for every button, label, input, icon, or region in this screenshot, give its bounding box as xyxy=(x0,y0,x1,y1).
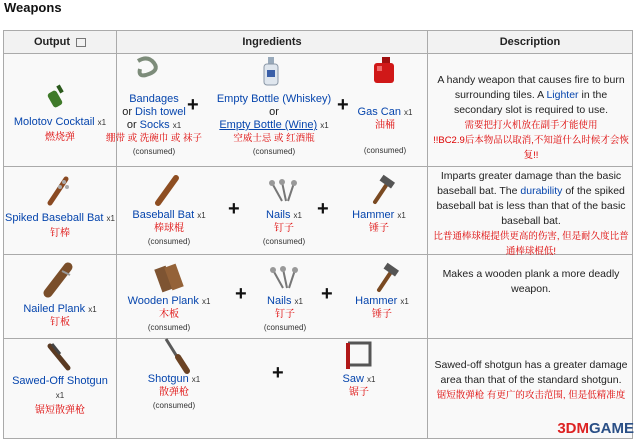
cn-label: 空威士忌 或 红酒瓶 xyxy=(233,133,315,144)
qty-label: x1 xyxy=(404,108,413,117)
description-text: in the secondary slot is required to use. xyxy=(453,89,609,116)
spiked-bat-link[interactable]: Spiked Baseball Bat xyxy=(5,212,104,224)
qty-label: x1 xyxy=(88,305,97,314)
qty-label: x1 xyxy=(106,214,115,223)
shotgun-link[interactable]: Shotgun xyxy=(147,373,189,385)
qty-label: x1 xyxy=(55,391,65,400)
watermark xyxy=(557,420,634,437)
socks-link[interactable]: Socks xyxy=(139,119,170,131)
nails-icon[interactable] xyxy=(269,266,301,292)
cn-label: 油桶 xyxy=(375,120,395,131)
baseball-bat-link[interactable]: Baseball Bat xyxy=(132,209,195,221)
description-text: Imparts greater damage than the basic baseball bat. The xyxy=(437,170,622,197)
sort-icon[interactable] xyxy=(76,38,86,47)
cn-label: 棒球棍 xyxy=(154,223,184,234)
nailed-plank-link[interactable]: Nailed Plank xyxy=(23,303,86,315)
description-molotov xyxy=(432,73,630,163)
description-sawed-off xyxy=(432,358,630,403)
saw-icon[interactable] xyxy=(344,339,374,373)
column-divider xyxy=(427,31,428,438)
bandages-link[interactable]: Bandages xyxy=(129,93,179,105)
consumed-label: (consumed) xyxy=(263,323,307,332)
hammer-icon[interactable] xyxy=(370,176,396,204)
qty-label: x1 xyxy=(397,211,406,220)
or-label: or xyxy=(122,106,132,118)
consumed-label: (consumed) xyxy=(252,147,296,156)
molotov-link[interactable]: Molotov Cocktail xyxy=(13,116,95,128)
hammer-icon[interactable] xyxy=(374,264,400,292)
wooden-plank-link[interactable]: Wooden Plank xyxy=(127,295,199,307)
cn-label: 钉棒 xyxy=(50,228,70,239)
nailed-plank-icon[interactable] xyxy=(42,263,74,297)
cn-label: 燃烧弹 xyxy=(45,132,75,143)
cn-description: !!BC2.9后本物品以取消,不知道什么时候才会恢复!! xyxy=(433,135,629,161)
cn-label: 锤子 xyxy=(369,223,389,234)
qty-label: x1 xyxy=(294,297,303,306)
nails-link[interactable]: Nails xyxy=(267,295,292,307)
header-description-label: Description xyxy=(499,36,561,48)
header-output-label: Output xyxy=(33,36,71,48)
description-nailed-plank xyxy=(440,267,622,297)
hammer-link[interactable]: Hammer xyxy=(352,209,395,221)
qty-label: x1 xyxy=(367,375,376,384)
qty-label: x1 xyxy=(400,297,409,306)
qty-label: x1 xyxy=(172,121,182,130)
header-description xyxy=(428,31,632,54)
cn-label: 木板 xyxy=(159,309,179,320)
shotgun-icon[interactable] xyxy=(162,337,192,373)
qty-label: x1 xyxy=(97,118,107,127)
plus-sign: + xyxy=(228,198,240,220)
plus-sign: + xyxy=(235,283,247,305)
description-spiked-bat xyxy=(432,169,630,259)
cn-description: 需要把打火机放在副手才能使用 xyxy=(464,120,598,131)
consumed-label: (consumed) xyxy=(262,237,306,246)
consumed-label: (consumed) xyxy=(152,401,196,410)
description-text: of the spiked baseball bat is less than that of the basic baseball bat. xyxy=(436,185,626,227)
qty-label: x1 xyxy=(197,211,206,220)
description-text: A handy weapon that causes fire to burn surrounding tiles. A xyxy=(437,74,625,101)
watermark-suffix: GAME xyxy=(589,420,634,437)
durability-link[interactable]: durability xyxy=(520,185,563,197)
baseball-bat-icon[interactable] xyxy=(154,175,180,205)
sawed-off-shotgun-icon[interactable] xyxy=(46,342,74,372)
qty-label: x1 xyxy=(293,211,302,220)
page-title: Weapons xyxy=(4,0,62,15)
cn-label: 钉子 xyxy=(274,223,294,234)
sawed-off-shotgun-link[interactable]: Sawed-Off Shotgun xyxy=(12,375,108,387)
description-text: Sawed-off shotgun has a greater damage area than that of the standard shotgun. xyxy=(434,359,628,386)
header-ingredients xyxy=(117,31,427,54)
whiskey-link[interactable]: Empty Bottle (Whiskey) xyxy=(216,93,332,105)
hammer-link[interactable]: Hammer xyxy=(355,295,398,307)
cn-description: 锯短散弹枪 有更广的攻击范围, 但是低精准度 xyxy=(436,390,626,401)
nails-link[interactable]: Nails xyxy=(266,209,291,221)
consumed-label: (consumed) xyxy=(147,323,191,332)
weapons-table xyxy=(3,30,633,439)
whiskey-bottle-icon[interactable] xyxy=(261,57,281,87)
cn-label: 锯子 xyxy=(349,387,369,398)
saw-link[interactable]: Saw xyxy=(342,373,364,385)
row-divider xyxy=(4,166,632,167)
or-label: or xyxy=(269,106,279,118)
cn-label: 散弹枪 xyxy=(159,387,189,398)
gas-can-link[interactable]: Gas Can xyxy=(357,106,401,118)
cn-label: 锯短散弹枪 xyxy=(35,405,85,416)
plus-sign: + xyxy=(317,198,329,220)
cn-description: 比普通棒球棍提供更高的伤害, 但是耐久度比普通棒球棍低! xyxy=(433,231,629,257)
cn-label: 钉板 xyxy=(50,317,70,328)
qty-label: x1 xyxy=(201,297,211,306)
header-ingredients-label: Ingredients xyxy=(242,36,302,48)
row-divider xyxy=(4,338,632,339)
lighter-link[interactable]: Lighter xyxy=(546,89,579,101)
plus-sign: + xyxy=(321,283,333,305)
plus-sign: + xyxy=(272,362,284,384)
plus-sign: + xyxy=(337,94,349,116)
wine-link[interactable]: Empty Bottle (Wine) xyxy=(219,119,318,131)
nails-icon[interactable] xyxy=(268,179,300,205)
qty-label: x1 xyxy=(191,375,201,384)
consumed-label: (consumed) xyxy=(147,237,191,246)
consumed-label: (consumed) xyxy=(132,147,176,156)
gas-can-icon[interactable] xyxy=(372,57,398,85)
header-output[interactable] xyxy=(4,31,116,54)
plus-sign: + xyxy=(187,94,199,116)
description-text: Makes a wooden plank a more deadly weapon. xyxy=(442,268,620,295)
cn-label: 绷带 或 洗碗巾 或 袜子 xyxy=(105,133,203,144)
cn-label: 锤子 xyxy=(372,309,392,320)
qty-label: x1 xyxy=(320,121,329,130)
bandages-icon[interactable] xyxy=(134,55,164,83)
molotov-icon[interactable] xyxy=(46,83,70,111)
wooden-plank-icon[interactable] xyxy=(154,261,186,293)
consumed-label: (consumed) xyxy=(363,146,407,155)
or-label: or xyxy=(126,119,137,131)
cn-label: 钉子 xyxy=(275,309,295,320)
spiked-bat-icon[interactable] xyxy=(46,175,72,205)
dish-towel-link[interactable]: Dish towel xyxy=(135,106,186,118)
watermark-brand: 3DM xyxy=(557,420,589,437)
